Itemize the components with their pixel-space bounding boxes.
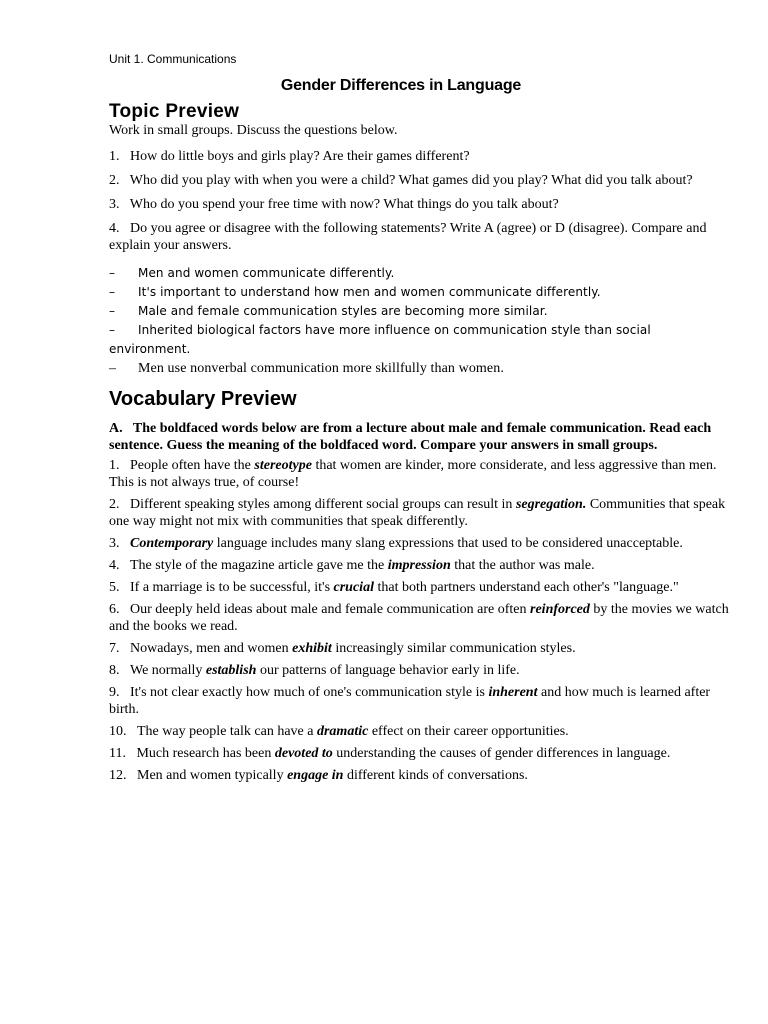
item-number: 12. bbox=[109, 768, 127, 783]
item-text-after: language includes many slang expressions that used to be considered unacceptable. bbox=[213, 536, 683, 551]
vocabulary-item bbox=[109, 767, 729, 784]
item-text-before: The way people talk can have a bbox=[137, 724, 317, 739]
item-text-before: We normally bbox=[130, 663, 206, 678]
statement-item bbox=[109, 321, 729, 359]
instruction-label: A. bbox=[109, 421, 123, 436]
item-number: 11. bbox=[109, 746, 126, 761]
vocabulary-word: crucial bbox=[333, 580, 374, 595]
vocabulary-item bbox=[109, 457, 729, 491]
question-text: Do you agree or disagree with the following statements? Write A (agree) or D (disagree). Compare and explain your answers. bbox=[109, 221, 707, 253]
statement-list bbox=[109, 264, 729, 378]
vocabulary-item bbox=[109, 601, 729, 635]
vocabulary-word: impression bbox=[387, 558, 451, 573]
vocabulary-word: devoted to bbox=[274, 746, 333, 761]
vocabulary-item bbox=[109, 535, 729, 552]
question-item bbox=[109, 220, 729, 254]
vocabulary-word: engage in bbox=[287, 768, 344, 783]
topic-preview-intro: Work in small groups. Discuss the questions below. bbox=[109, 123, 398, 138]
item-text-after: by the movies we watch and the books we read. bbox=[109, 602, 729, 634]
item-number: 7. bbox=[109, 641, 120, 656]
dash-bullet: – bbox=[109, 323, 116, 337]
vocabulary-item bbox=[109, 640, 729, 657]
item-text-before: Men and women typically bbox=[137, 768, 288, 783]
vocabulary-item bbox=[109, 684, 729, 718]
topic-preview-heading: Topic Preview bbox=[109, 101, 240, 122]
vocabulary-item bbox=[109, 496, 729, 530]
item-number: 8. bbox=[109, 663, 120, 678]
vocabulary-word: Contemporary bbox=[130, 536, 214, 551]
item-text-before: Nowadays, men and women bbox=[130, 641, 293, 656]
statement-text: Inherited biological factors have more influence on communication style than social environment. bbox=[109, 323, 651, 356]
item-text-after: effect on their career opportunities. bbox=[368, 724, 569, 739]
vocabulary-item bbox=[109, 723, 729, 740]
unit-label: Unit 1. Communications bbox=[109, 52, 237, 66]
question-text: Who did you play with when you were a child? What games did you play? What did you talk about? bbox=[129, 173, 693, 188]
item-number: 9. bbox=[109, 685, 120, 700]
item-number: 1. bbox=[109, 458, 120, 473]
vocabulary-word: establish bbox=[205, 663, 257, 678]
item-number: 10. bbox=[109, 724, 127, 739]
item-text-after: and how much is learned after birth. bbox=[109, 685, 711, 717]
statement-item bbox=[109, 264, 729, 283]
vocabulary-preview-section bbox=[109, 420, 729, 789]
item-number: 3. bbox=[109, 536, 120, 551]
item-text-after: that the author was male. bbox=[450, 558, 595, 573]
statement-text: Male and female communication styles are becoming more similar. bbox=[138, 304, 548, 318]
statement-text: It's important to understand how men and women communicate differently. bbox=[138, 285, 601, 299]
vocabulary-item bbox=[109, 557, 729, 574]
statement-item bbox=[109, 302, 729, 321]
statement-item bbox=[109, 283, 729, 302]
item-text-after: understanding the causes of gender differences in language. bbox=[332, 746, 671, 761]
dash-bullet: – bbox=[109, 285, 116, 299]
question-number: 2. bbox=[109, 173, 120, 188]
item-text-before: If a marriage is to be successful, it's bbox=[130, 580, 334, 595]
instruction-text: The boldfaced words below are from a lecture about male and female communication. Read each sentence. Guess the meaning of the boldfaced word. Compare your answers in small groups. bbox=[109, 421, 712, 453]
item-number: 5. bbox=[109, 580, 120, 595]
question-item bbox=[109, 172, 729, 189]
item-text-before: People often have the bbox=[130, 458, 255, 473]
item-number: 6. bbox=[109, 602, 120, 617]
statement-item bbox=[109, 359, 729, 378]
item-text-after: different kinds of conversations. bbox=[343, 768, 528, 783]
question-number: 1. bbox=[109, 149, 120, 164]
item-text-after: increasingly similar communication styles. bbox=[331, 641, 576, 656]
item-text-after: that women are kinder, more considerate, and less aggressive than men. This is not always true, of course! bbox=[109, 458, 717, 490]
vocabulary-item bbox=[109, 579, 729, 596]
item-number: 2. bbox=[109, 497, 120, 512]
item-text-before: Our deeply held ideas about male and female communication are often bbox=[130, 602, 531, 617]
item-text-before: It's not clear exactly how much of one's communication style is bbox=[130, 685, 489, 700]
vocabulary-item bbox=[109, 662, 729, 679]
item-text-before: Much research has been bbox=[136, 746, 275, 761]
item-text-after: Communities that speak one way might not mix with communities that speak differently. bbox=[109, 497, 726, 529]
item-text-before: The style of the magazine article gave me the bbox=[130, 558, 388, 573]
vocabulary-word: segregation. bbox=[515, 497, 587, 512]
vocabulary-item bbox=[109, 745, 729, 762]
question-text: How do little boys and girls play? Are their games different? bbox=[130, 149, 470, 164]
statement-text: Men and women communicate differently. bbox=[138, 266, 395, 280]
question-number: 3. bbox=[109, 197, 120, 212]
vocabulary-word: exhibit bbox=[292, 641, 332, 656]
item-number: 4. bbox=[109, 558, 120, 573]
dash-bullet: – bbox=[109, 266, 116, 280]
vocabulary-preview-heading: Vocabulary Preview bbox=[109, 388, 297, 410]
vocabulary-word: reinforced bbox=[530, 602, 590, 617]
vocabulary-instruction bbox=[109, 420, 729, 454]
item-text-after: that both partners understand each other's "language." bbox=[373, 580, 679, 595]
dash-bullet: – bbox=[109, 361, 117, 376]
question-item bbox=[109, 196, 729, 213]
question-text: Who do you spend your free time with now? What things do you talk about? bbox=[129, 197, 559, 212]
question-item bbox=[109, 148, 729, 165]
vocabulary-word: dramatic bbox=[316, 724, 369, 739]
vocabulary-word: inherent bbox=[488, 685, 538, 700]
vocabulary-word: stereotype bbox=[254, 458, 312, 473]
dash-bullet: – bbox=[109, 304, 116, 318]
item-text-after: our patterns of language behavior early in life. bbox=[256, 663, 520, 678]
document-title: Gender Differences in Language bbox=[280, 77, 522, 94]
statement-text: Men use nonverbal communication more skillfully than women. bbox=[138, 361, 504, 376]
question-number: 4. bbox=[109, 221, 120, 236]
topic-preview-section bbox=[109, 122, 729, 378]
item-text-before: Different speaking styles among different social groups can result in bbox=[130, 497, 516, 512]
